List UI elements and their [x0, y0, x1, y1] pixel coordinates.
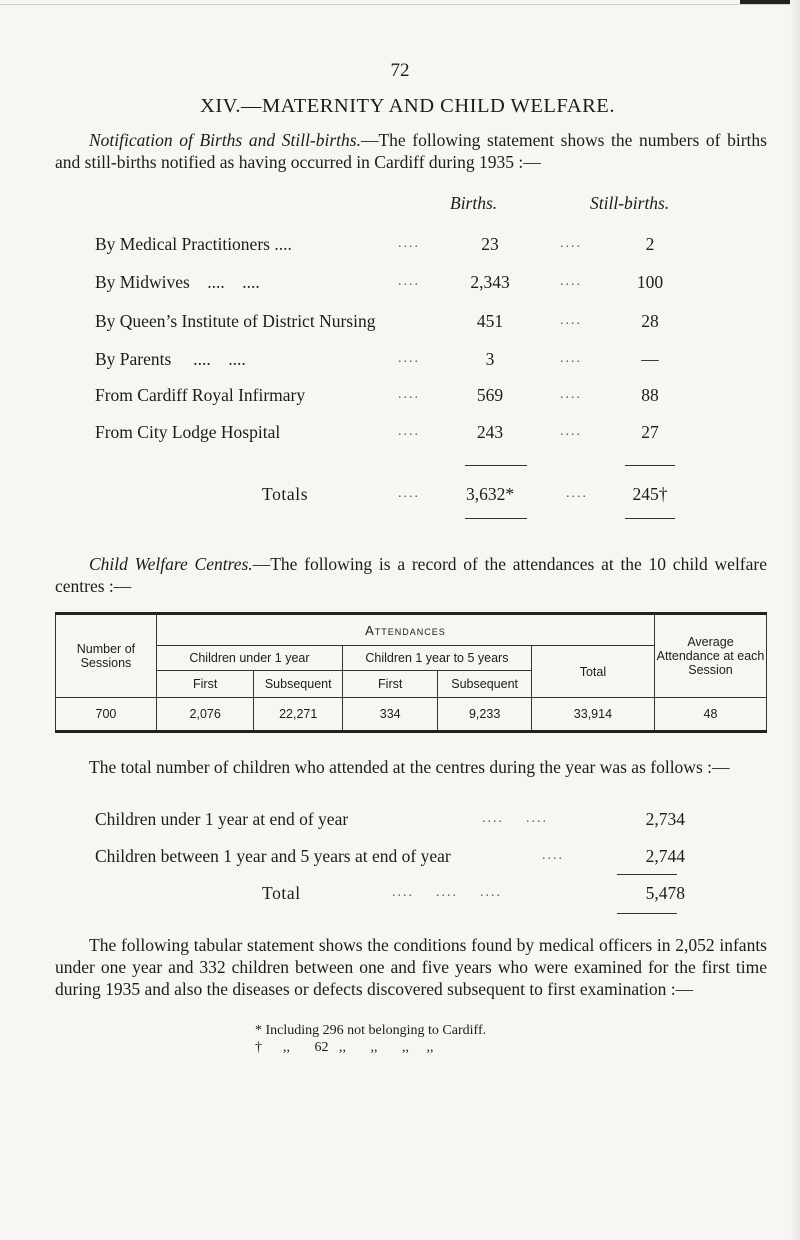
welfare-paragraph [55, 553, 767, 597]
tabular-paragraph [55, 934, 767, 1000]
welfare-text: —The following is a record of the attendances at the 10 child welfare centres :— [55, 554, 767, 596]
births-value: 2,343 [470, 272, 510, 292]
under1-subsequent-value: 22,271 [254, 698, 343, 732]
leader-dots: .... [398, 387, 420, 402]
notification-row [0, 385, 800, 409]
attendances-table [55, 612, 767, 733]
under1-header: Children under 1 year [156, 646, 342, 671]
children-row [0, 846, 800, 870]
tabular-text: The following tabular statement shows the conditions found by medical officers in 2,052 infants under one year and 332 children between one and five years who were examined for the first time during 1935 and also the diseases or defects discovered subsequent to first examination :— [55, 935, 767, 999]
row-label: By Parents .... .... [95, 349, 246, 369]
notification-paragraph [55, 129, 767, 173]
row-label: From Cardiff Royal Infirmary [95, 385, 306, 405]
one-to-five-header: Children 1 year to 5 years [342, 646, 531, 671]
leader-dots: .... [566, 486, 588, 501]
sessions-value: 700 [56, 698, 157, 732]
sum-rule [625, 465, 675, 466]
total-header: Total [531, 646, 654, 698]
row-label: By Midwives .... .... [95, 272, 260, 292]
births-value: 243 [476, 422, 504, 442]
row-label: From City Lodge Hospital [95, 422, 281, 442]
row-label: Children between 1 year and 5 years at end of year [95, 846, 451, 866]
stillbirths-total: 245† [632, 484, 668, 504]
row-label: Children under 1 year at end of year [95, 809, 349, 829]
leader-dots: .... [560, 313, 582, 328]
stillbirths-value: 28 [641, 311, 659, 331]
leader-dots: .... [560, 236, 582, 251]
births-value: 569 [476, 385, 504, 405]
stillbirths-value: — [641, 349, 659, 369]
children-total-row [0, 883, 800, 907]
row-value: 2,734 [645, 809, 685, 829]
totals-row [0, 484, 800, 508]
page-number: 72 [390, 60, 410, 81]
notification-row [0, 349, 800, 373]
leader-dots: .... [398, 351, 420, 366]
first-header: First [342, 671, 437, 698]
total-value: 33,914 [531, 698, 654, 732]
births-value: 451 [476, 311, 504, 331]
section-heading: XIV.—MATERNITY AND CHILD WELFARE. [200, 95, 615, 117]
subsequent-header: Subsequent [438, 671, 531, 698]
stillbirths-value: 88 [641, 385, 659, 405]
leader-dots: .... [560, 274, 582, 289]
row-value: 2,744 [645, 846, 685, 866]
total-children-text: The total number of children who attended at the centres during the year was as follows :— [89, 757, 730, 777]
subsequent-header: Subsequent [254, 671, 343, 698]
first-header: First [156, 671, 254, 698]
leader-dots: .... [398, 236, 420, 251]
scan-right-edge [790, 0, 800, 1240]
attendances-header: Attendances [156, 614, 654, 646]
leader-dots: .... [542, 848, 564, 863]
sum-rule [465, 518, 527, 519]
sum-rule [617, 874, 677, 875]
scan-top-line [0, 4, 800, 5]
notification-lead: Notification of Births and Still-births. [89, 130, 361, 150]
total-label: Total [262, 883, 301, 903]
average-value: 48 [654, 698, 766, 732]
notification-row [0, 234, 800, 258]
footnote: † ,, 62 ,, ,, ,, ,, [255, 1040, 434, 1055]
stillbirths-value: 100 [636, 272, 664, 292]
stillbirths-value: 27 [641, 422, 659, 442]
leader-dots: .... [398, 486, 420, 501]
leader-dots: .... [560, 351, 582, 366]
stillbirths-value: 2 [645, 234, 655, 254]
totals-label: Totals [262, 484, 309, 504]
row-label: By Medical Practitioners .... [95, 234, 292, 254]
leader-dots: .... .... [482, 811, 548, 826]
under1-first-value: 2,076 [156, 698, 254, 732]
average-header: Average Attendance at each Session [654, 614, 766, 698]
notification-row [0, 311, 800, 335]
one-to-five-subsequent-value: 9,233 [438, 698, 531, 732]
notification-row [0, 422, 800, 446]
sum-rule [625, 518, 675, 519]
scan-top-mark [740, 0, 792, 4]
leader-dots: .... [398, 274, 420, 289]
footnote: * Including 296 not belonging to Cardiff. [255, 1023, 487, 1038]
stillbirths-column-header: Still-births. [590, 193, 670, 213]
leader-dots: .... [560, 424, 582, 439]
notification-row [0, 272, 800, 296]
notification-text: —The following statement shows the numbers of births and still-births notified as having occurred in Cardiff during 1935 :— [55, 130, 767, 172]
sessions-header: Number of Sessions [56, 614, 157, 698]
welfare-lead: Child Welfare Centres. [89, 554, 253, 574]
total-value: 5,478 [645, 883, 685, 903]
sum-rule [617, 913, 677, 914]
births-value: 23 [481, 234, 499, 254]
leader-dots: .... [398, 424, 420, 439]
births-column-header: Births. [450, 193, 498, 213]
births-value: 3 [485, 349, 495, 369]
children-row [0, 809, 800, 833]
leader-dots: .... .... .... [392, 885, 502, 900]
sum-rule [465, 465, 527, 466]
row-label: By Queen’s Institute of District Nursing [95, 311, 376, 331]
leader-dots: .... [560, 387, 582, 402]
table-row [56, 698, 767, 732]
total-children-paragraph [55, 756, 767, 778]
one-to-five-first-value: 334 [342, 698, 437, 732]
births-total: 3,632* [465, 484, 515, 504]
